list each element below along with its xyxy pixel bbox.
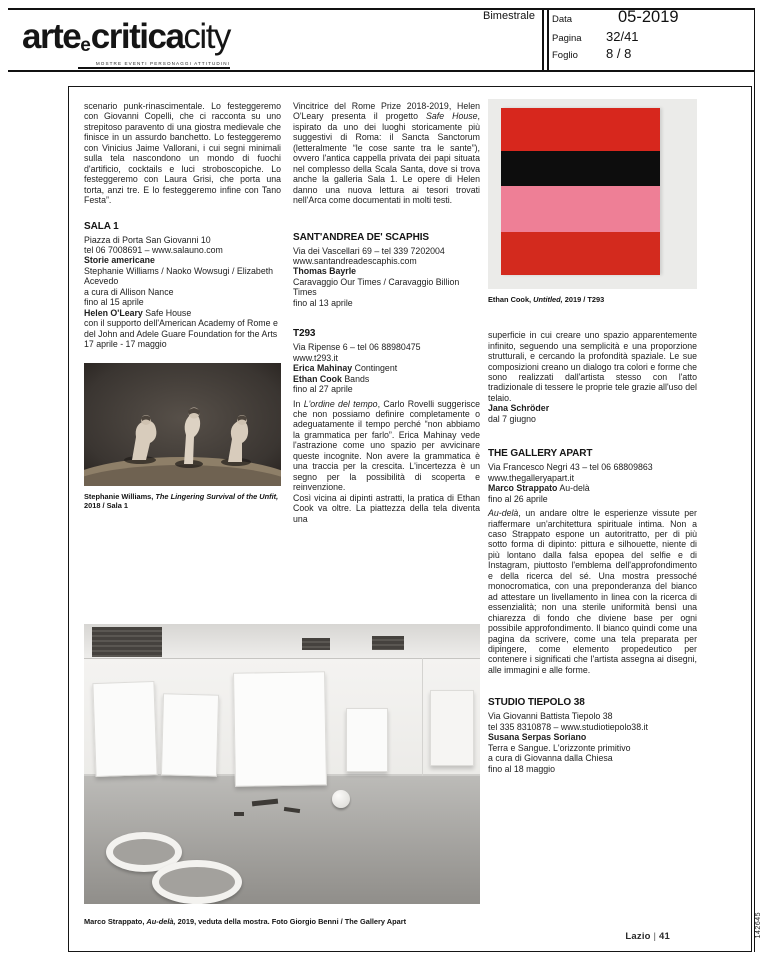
header-divider-line-1	[542, 8, 544, 70]
listing-sala1	[84, 221, 281, 350]
painting-stripe-red-bottom	[501, 232, 660, 275]
listing-line: www.t293.it	[293, 352, 338, 363]
magazine-logo-wordmark	[22, 17, 252, 60]
listing-line: Terra e Sangue. L'orizzonte primitivo	[488, 742, 631, 753]
footer-separator: |	[653, 931, 657, 942]
header-bottom-rule	[8, 70, 755, 72]
ethan-cook-painting-graphic	[501, 108, 660, 275]
listing-line: Thomas Bayrle	[293, 266, 357, 277]
meta-value-pagina: 32/41	[606, 29, 639, 44]
listing-line: www.santandreadescaphis.com	[293, 255, 417, 266]
header-divider-line-2	[547, 8, 549, 70]
listing-line: Piazza di Porta San Giovanni 10	[84, 234, 211, 245]
magazine-logo	[22, 17, 252, 69]
floor-ball-sculpture	[332, 790, 350, 808]
painting-photo	[488, 99, 697, 289]
footer-region: Lazio	[625, 931, 651, 942]
floor-object-3	[234, 812, 244, 816]
venue-name-scaphis: SANT'ANDREA DE' SCAPHIS	[293, 231, 429, 243]
meta-row-foglio	[552, 46, 742, 61]
floor-ring-sculpture-2	[152, 860, 242, 904]
body-paragraph-t293-2: Così vicina ai dipinti astratti, la pratica di Ethan Cook va oltre. La piattezza della tela diventa una	[293, 492, 480, 524]
leaning-canvas-2	[161, 693, 219, 776]
painting-stripe-pink	[501, 186, 660, 231]
venue-name-sala1: SALA 1	[84, 220, 119, 232]
listing-line: Stephanie Williams / Naoko Wowsugi / Elizabeth Acevedo	[84, 265, 274, 287]
performance-photo-caption: Stephanie Williams, The Lingering Survival of the Unfit, 2018 / Sala 1	[84, 491, 279, 510]
listing-line: Marco Strappato Au-delà	[488, 483, 590, 494]
listing-line: fino al 26 aprile	[488, 493, 548, 504]
listing-line: tel 335 8310878 – www.studiotiepolo38.it	[488, 721, 648, 732]
listing-line: fino al 13 aprile	[293, 297, 353, 308]
painting-stripe-black	[501, 151, 660, 186]
clipping-side-code: 142645	[755, 912, 762, 939]
performance-photo	[84, 363, 281, 486]
meta-value-data: 05-2019	[618, 8, 679, 26]
logo-word-critica: critica	[90, 17, 184, 56]
ceiling-vent-right	[372, 636, 404, 650]
listing-line: Erica Mahinay Contingent	[293, 363, 398, 374]
body-paragraph-t293: In L'ordine del tempo, Carlo Rovelli suggerisce che non possiamo definire completamente o adeguatamente il tempo perché “non abbiamo la grammatica per farlo”. Erica Mahinay vede l'astrazione come uno spazio per avvicinare queste incognite. Non avere la grammatica è una traccia per la crescita. L'incertezza è un segno per la possibilità di scoperta e reinvenzione.	[293, 398, 480, 493]
meta-label-pagina: Pagina	[552, 33, 582, 44]
listing-line: fino al 18 maggio	[488, 763, 555, 774]
intro-paragraph-col1: scenario punk-rinascimentale. Lo festeggeremo con Giovanni Copelli, che ci racconta su uno strepitoso paravento di una giostra medievale che finisce in un assurdo banchetto. Lo festeggeremo con Vinicius Jaime Vallorani, i cui segni minimali sulla tela nascondono un mondo di fuochi d'artificio, cocktails e luci stroboscopiche. Lo festeggeremo con Laura Grisi, che porta una torta, anzi tre. E lo festeggeremo infine con Tano Festa”.	[84, 101, 281, 206]
listing-line: Jana Schröder	[488, 403, 550, 414]
listing-tiepolo	[488, 697, 697, 774]
venue-name-tiepolo: STUDIO TIEPOLO 38	[488, 697, 585, 709]
logo-word-arte: arte	[22, 17, 81, 56]
body-paragraph-cook: superficie in cui creare uno spazio apparentemente infinito, seguendo una semplicità e una proporzione strutturali, e cercando la profondità spaziale. Le sue composizioni creano un dialogo tra colori e forme che sono realizzati dall'artista stesso con l'atto tradizionale di tessere le proprie tele grazie all'uso del telaio.	[488, 330, 698, 403]
column-2	[293, 101, 480, 524]
wall-corner-line	[422, 658, 423, 776]
listing-line: Susana Serpas Soriano	[488, 732, 587, 743]
listing-line: a cura di Allison Nance	[84, 286, 174, 297]
listing-line: a cura di Giovanna dalla Chiesa	[488, 753, 613, 764]
intro-paragraph-col2: Vincitrice del Rome Prize 2018-2019, Helen O'Leary presenta il progetto Safe House, ispirato da uno dei luoghi storicamente più suggestivi di Roma: il Sancta Sanctorum (letteralmente “le cose sante tra le sante”), ovvero l'antica cappella privata dei papi situata nel complesso della Scala Santa, dove si trova anche la galleria Sala 1. Le opere di Helen danno una nuova lettura ai tesori trovati nell'Arca come documentati in molti testi.	[293, 101, 480, 206]
listing-line: Helen O'Leary Safe House	[84, 307, 192, 318]
jana-schroeder-block	[488, 403, 697, 424]
ceiling-vent-left	[92, 627, 162, 657]
column-3	[488, 99, 697, 774]
listing-line: Caravaggio Our Times / Caravaggio Billion Times	[293, 276, 460, 298]
listing-line: Via dei Vascellari 69 – tel 339 7202004	[293, 245, 445, 256]
installation-caption: Marco Strappato, Au-delà, 2019, veduta della mostra. Foto Giorgio Benni / The Gallery Apart	[84, 917, 407, 926]
column-1	[84, 101, 281, 510]
listing-t293	[293, 328, 480, 394]
leaning-canvas-1	[92, 681, 157, 777]
listing-line: fino al 27 aprile	[293, 384, 353, 395]
logo-word-e: e	[80, 35, 91, 56]
meta-label-data: Data	[552, 14, 573, 25]
page-right-rule	[754, 8, 756, 952]
listing-line: tel 06 7008691 – www.salauno.com	[84, 244, 223, 255]
body-paragraph-strappato: Au-delà, un andare oltre le esperienze vissute per riaffermare un'architettura spirituale intima. Non a caso Strappato espone un autoritratto, per di più sotto forma di dipinto: pittura e silhouette, niente di più lontano dalla falsa epopea del selfie e di Instagram, piuttosto l'emblema dell'approfondimento e della ricerca del sé. Una mostra pressoché monocromatica, con una preponderanza del bianco ad attestare un livellamento in linea con la ricerca di essenzialità; non una sterile uniformità bensì una chiarezza di fondo che diviene base per ogni possibile approfondimento. Il bianco quindi come una pagina da scrivere, come una tela preparata per dipingere, come elemento propedeutico per contenere i significati che l'artista assegna ai disegni, alle immagini e alle forme.	[488, 508, 697, 675]
leaning-canvas-4	[346, 708, 388, 772]
meta-label-foglio: Foglio	[552, 50, 578, 61]
meta-row-pagina	[552, 29, 742, 44]
listing-line: Via Giovanni Battista Tiepolo 38	[488, 711, 613, 722]
venue-name-t293: T293	[293, 328, 316, 340]
installation-photo	[84, 624, 480, 904]
leaning-canvas-3	[233, 671, 327, 787]
footer-region-page	[560, 931, 670, 942]
painting-caption: Ethan Cook, Untitled, 2019 / T293	[488, 295, 605, 304]
listing-line: www.thegalleryapart.it	[488, 472, 575, 483]
listing-line: Via Francesco Negri 43 – tel 06 68809863	[488, 462, 653, 473]
listing-line: Ethan Cook Bands	[293, 373, 370, 384]
clipping-meta-box	[552, 8, 742, 63]
footer-page-number: 41	[659, 931, 670, 942]
listing-line: 17 aprile - 17 maggio	[84, 339, 167, 350]
listing-line: fino al 15 aprile	[84, 297, 144, 308]
listing-scaphis	[293, 232, 480, 309]
performance-figures-graphic	[84, 363, 281, 486]
canvas-right-wall	[430, 690, 474, 766]
listing-line: con il supporto dell'American Academy of Rome e del John and Adele Guare Foundation for the Arts	[84, 318, 278, 339]
listing-line: Via Ripense 6 – tel 06 88980475	[293, 342, 421, 353]
listing-gallery-apart	[488, 448, 697, 504]
frequency-label: Bimestrale	[483, 10, 535, 22]
painting-stripe-red-top	[501, 108, 660, 151]
listing-line: dal 7 giugno	[488, 413, 536, 424]
listing-line: Storie americane	[84, 255, 155, 266]
venue-name-gallery-apart: THE GALLERY APART	[488, 448, 593, 460]
meta-row-data	[552, 8, 742, 27]
meta-value-foglio: 8 / 8	[606, 46, 632, 61]
ceiling-vent-center	[302, 638, 330, 650]
magazine-tagline: MOSTRE EVENTI PERSONAGGI ATTITUDINI	[78, 61, 230, 69]
logo-word-city: city	[183, 17, 230, 56]
